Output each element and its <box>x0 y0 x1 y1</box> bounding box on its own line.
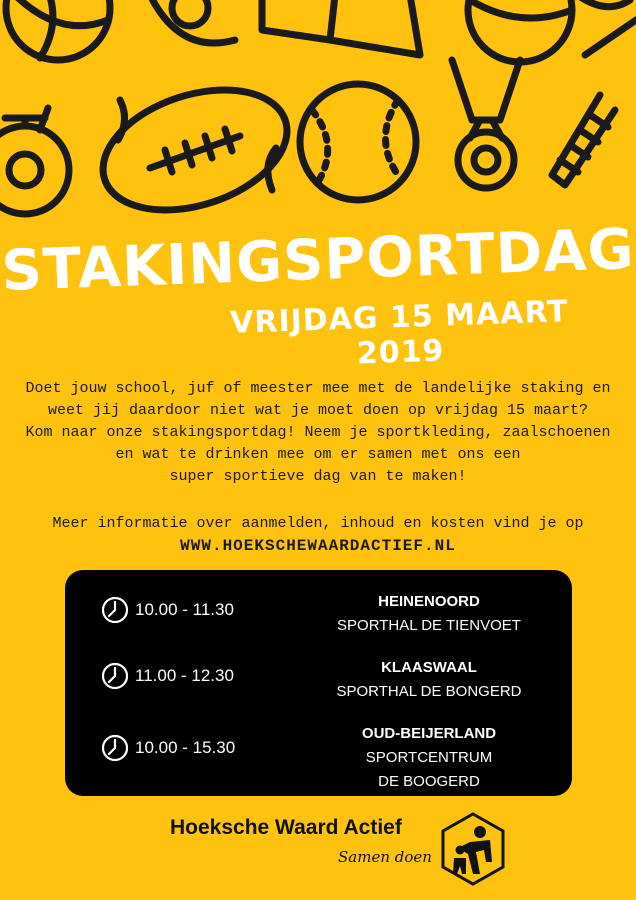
tennis-racket-icon <box>552 20 636 185</box>
venue <box>304 656 554 704</box>
whistle-icon <box>262 0 420 55</box>
more-info <box>20 513 616 557</box>
more-info-text: Meer informatie over aanmelden, inhoud en kosten vind je op <box>52 515 584 532</box>
ball-icon <box>468 0 630 62</box>
clock-icon <box>101 596 129 624</box>
schedule-row <box>65 722 572 792</box>
venue <box>304 590 554 638</box>
time-slot <box>101 594 234 626</box>
schedule-row <box>65 656 572 726</box>
time-slot <box>101 660 234 692</box>
website-link[interactable]: WWW.HOEKSCHEWAARDACTIEF.NL <box>180 537 456 555</box>
schedule-panel <box>65 570 572 796</box>
venue-label: SPORTCENTRUM <box>365 749 493 766</box>
brand-tagline: Samen doen <box>338 848 432 866</box>
intro-line: weet jij daardoor niet wat je moet doen op vrijdag 15 maart? <box>47 402 589 419</box>
schedule-row <box>65 590 572 660</box>
clock-icon <box>101 734 129 762</box>
city-label: KLAASWAAL <box>381 659 477 676</box>
baseball-icon <box>300 84 416 200</box>
time-slot <box>101 732 235 764</box>
event-title: STAKINGSPORTDAG <box>0 216 636 305</box>
american-football-icon <box>88 68 303 231</box>
city-label: HEINENOORD <box>378 593 480 610</box>
stopwatch-icon <box>0 108 69 214</box>
intro-line: super sportieve dag van te maken! <box>169 468 467 485</box>
venue <box>304 722 554 794</box>
intro-line: Doet jouw school, juf of meester mee met de landelijke staking en <box>25 380 611 397</box>
medal-icon <box>452 60 520 188</box>
event-date: VRIJDAG 15 MAART 2019 <box>229 294 570 372</box>
clock-icon <box>101 662 129 690</box>
intro-text <box>20 378 616 488</box>
intro-line: Kom naar onze stakingsportdag! Neem je sportkleding, zaalschoenen <box>25 424 611 441</box>
brand-footer <box>170 812 500 892</box>
intro-line: en wat te drinken mee om er samen met ons een <box>115 446 521 463</box>
venue-label: DE BOOGERD <box>378 773 480 790</box>
venue-label: SPORTHAL DE TIENVOET <box>337 617 521 634</box>
time-label: 10.00 - 11.30 <box>135 600 234 619</box>
sports-illustration <box>0 0 636 240</box>
time-label: 10.00 - 15.30 <box>135 738 236 757</box>
target-icon <box>150 0 235 43</box>
city-label: OUD-BEIJERLAND <box>361 725 497 742</box>
basketball-icon <box>6 0 110 60</box>
venue-label: SPORTHAL DE BONGERD <box>336 683 522 700</box>
family-logo-icon <box>440 812 506 886</box>
time-label: 11.00 - 12.30 <box>135 666 234 685</box>
brand-name: Hoeksche Waard Actief <box>170 816 402 839</box>
